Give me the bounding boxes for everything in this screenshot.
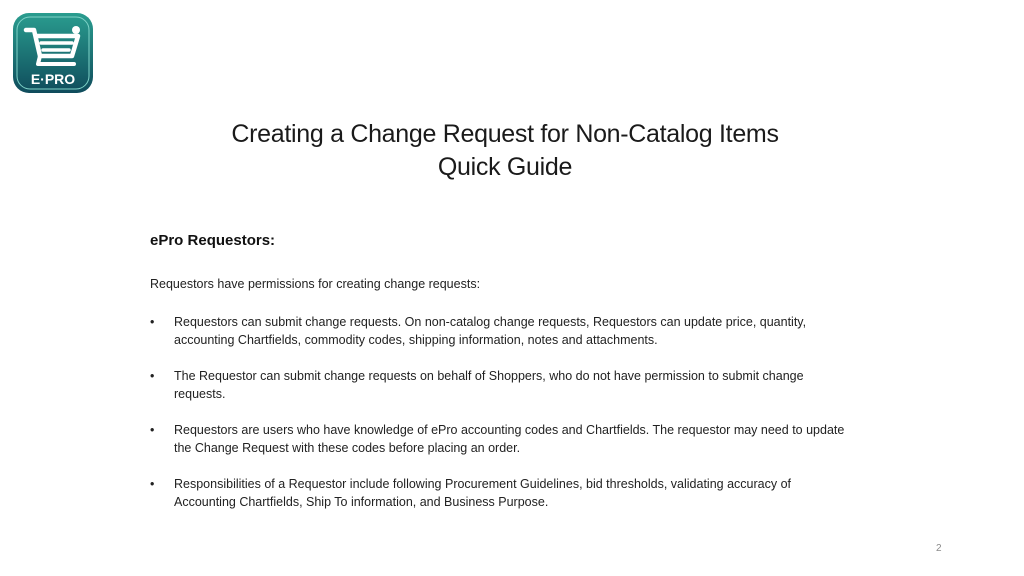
shopping-cart-icon <box>12 12 94 94</box>
page-title <box>0 118 1010 184</box>
title-line-1: Creating a Change Request for Non-Catalog Items <box>231 120 779 148</box>
bullet-dot: • <box>150 315 155 329</box>
epro-logo <box>12 12 94 94</box>
logo-text: E·PRO <box>30 71 76 87</box>
bullet-text: The Requestor can submit change requests on behalf of Shoppers, who do not have permission to submit change requests. <box>174 369 804 401</box>
bullet-list <box>150 313 850 529</box>
bullet-dot: • <box>150 477 155 491</box>
intro-text: Requestors have permissions for creating change requests: <box>150 277 481 291</box>
bullet-text: Responsibilities of a Requestor include following Procurement Guidelines, bid thresholds, validating accuracy of Accounting Chartfields, Ship To information, and Business Purpose. <box>174 477 791 509</box>
bullet-text: Requestors can submit change requests. On non-catalog change requests, Requestors can update price, quantity, accounting Chartfields, commodity codes, shipping information, notes and attachments. <box>174 315 807 347</box>
section-heading: ePro Requestors: <box>150 232 276 249</box>
bullet-dot: • <box>150 369 155 383</box>
bullet-text: Requestors are users who have knowledge of ePro accounting codes and Chartfields. The requestor may need to update the Change Request with these codes before placing an order. <box>174 423 845 455</box>
list-item <box>150 475 850 511</box>
bullet-dot: • <box>150 423 155 437</box>
list-item <box>150 313 850 349</box>
list-item <box>150 421 850 457</box>
page-number: 2 <box>936 543 942 554</box>
list-item <box>150 367 850 403</box>
title-line-2: Quick Guide <box>437 153 573 181</box>
